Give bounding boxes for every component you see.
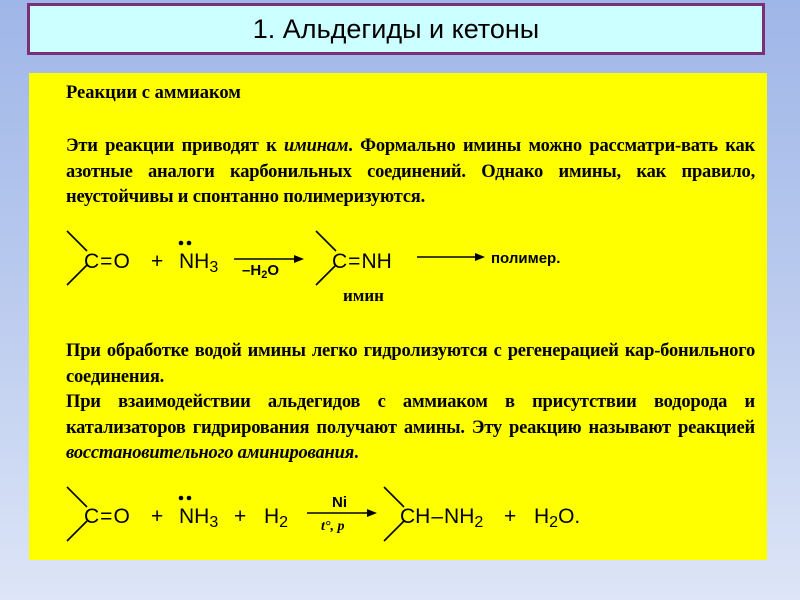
reaction1-carbonyl: C=O: [84, 250, 130, 273]
para3-emphasis: восстановительного аминирования: [66, 443, 355, 463]
reaction1-imine: C=NH: [332, 250, 392, 273]
para1-emphasis: иминам: [284, 136, 349, 156]
para3-text-before: При взаимодействии альдегидов с аммиаком в присутствии водорода и катализаторов гидрирования получают амины. Эту реакцию называют реакцией: [66, 392, 755, 438]
para1-text-after: . Формально имины можно рассматри-вать как азотные аналоги карбонильных соединений. Однако имины, как правило, неустойчивы и спонтанно полимеризуются.: [66, 136, 755, 207]
reaction-2-scheme: [29, 481, 767, 551]
paragraph-amination: [66, 390, 755, 467]
para3-text-after: .: [354, 443, 359, 463]
lone-pair-dot: [187, 241, 192, 246]
reaction2-water: H2O.: [534, 505, 581, 531]
reaction1-byproduct: $-H_2O$: [242, 262, 279, 281]
reaction1-imine-label: имин: [343, 286, 384, 305]
reaction2-hydrogen: H2: [264, 505, 289, 531]
reaction2-plus-1: +: [151, 505, 164, 528]
reaction2-plus-3: +: [504, 505, 517, 528]
reaction1-product: полимер.: [491, 250, 561, 267]
reaction2-carbonyl: C=O: [84, 505, 130, 528]
reaction-1-scheme: [29, 223, 767, 303]
reaction2-ammonia: NH3: [179, 505, 219, 531]
lone-pair-dot: [179, 241, 184, 246]
reaction1-ammonia: NH3: [179, 250, 219, 276]
reaction2-amine: CH–NH2: [400, 505, 484, 531]
paragraph-hydrolysis: При обработке водой имины легко гидролизуются с регенерацией кар-бонильного соединения.: [66, 341, 755, 387]
reaction1-plus: +: [151, 250, 164, 273]
slide-title: 1. Альдегиды и кетоны: [27, 3, 765, 55]
para1-text-before: Эти реакции приводят к: [66, 136, 285, 156]
section-heading: Реакции с аммиаком: [66, 83, 241, 103]
reaction2-plus-2: +: [234, 505, 247, 528]
reaction2-catalyst: Ni: [332, 494, 347, 511]
paragraph-iminы: [66, 134, 755, 211]
reaction2-conditions: t°, p: [321, 519, 345, 534]
content-panel: [29, 73, 767, 560]
